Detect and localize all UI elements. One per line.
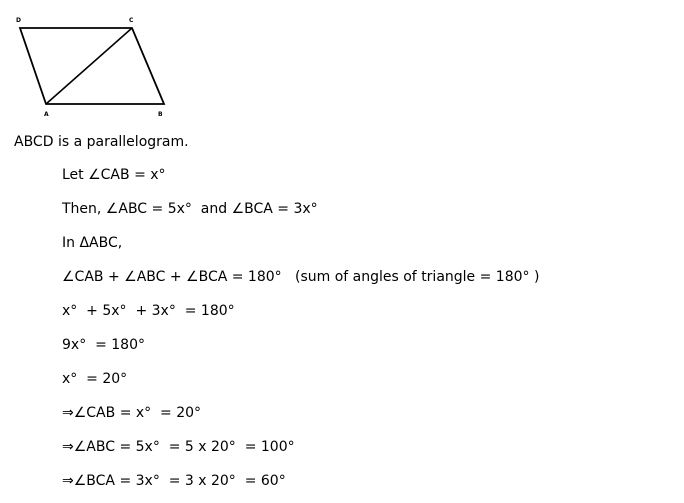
parallelogram-figure (10, 12, 180, 122)
step-combine: 9x° = 180° (62, 337, 145, 353)
step-angle-sum: ∠CAB + ∠ABC + ∠BCA = 180° (sum of angles of triangle = 180° ) (62, 269, 540, 285)
result-angle-abc: ⇒∠ABC = 5x° = 5 x 20° = 100° (62, 439, 295, 455)
result-angle-bca: ⇒∠BCA = 3x° = 3 x 20° = 60° (62, 473, 286, 489)
vertex-label-c: C (129, 17, 134, 24)
parallelogram-abcd (20, 28, 164, 104)
vertex-label-a: A (44, 111, 49, 118)
intro-statement: ABCD is a parallelogram. (14, 134, 189, 150)
diagonal-ac (46, 28, 132, 104)
step-then-abc-bca: Then, ∠ABC = 5x° and ∠BCA = 3x° (62, 201, 318, 217)
vertex-label-d: D (16, 17, 21, 24)
vertex-label-b: B (158, 111, 163, 118)
step-in-triangle-abc: In ΔABC, (62, 235, 123, 251)
result-angle-cab: ⇒∠CAB = x° = 20° (62, 405, 202, 421)
step-solve-x: x° = 20° (62, 371, 128, 387)
step-let-cab: Let ∠CAB = x° (62, 167, 166, 183)
step-substitute: x° + 5x° + 3x° = 180° (62, 303, 235, 319)
